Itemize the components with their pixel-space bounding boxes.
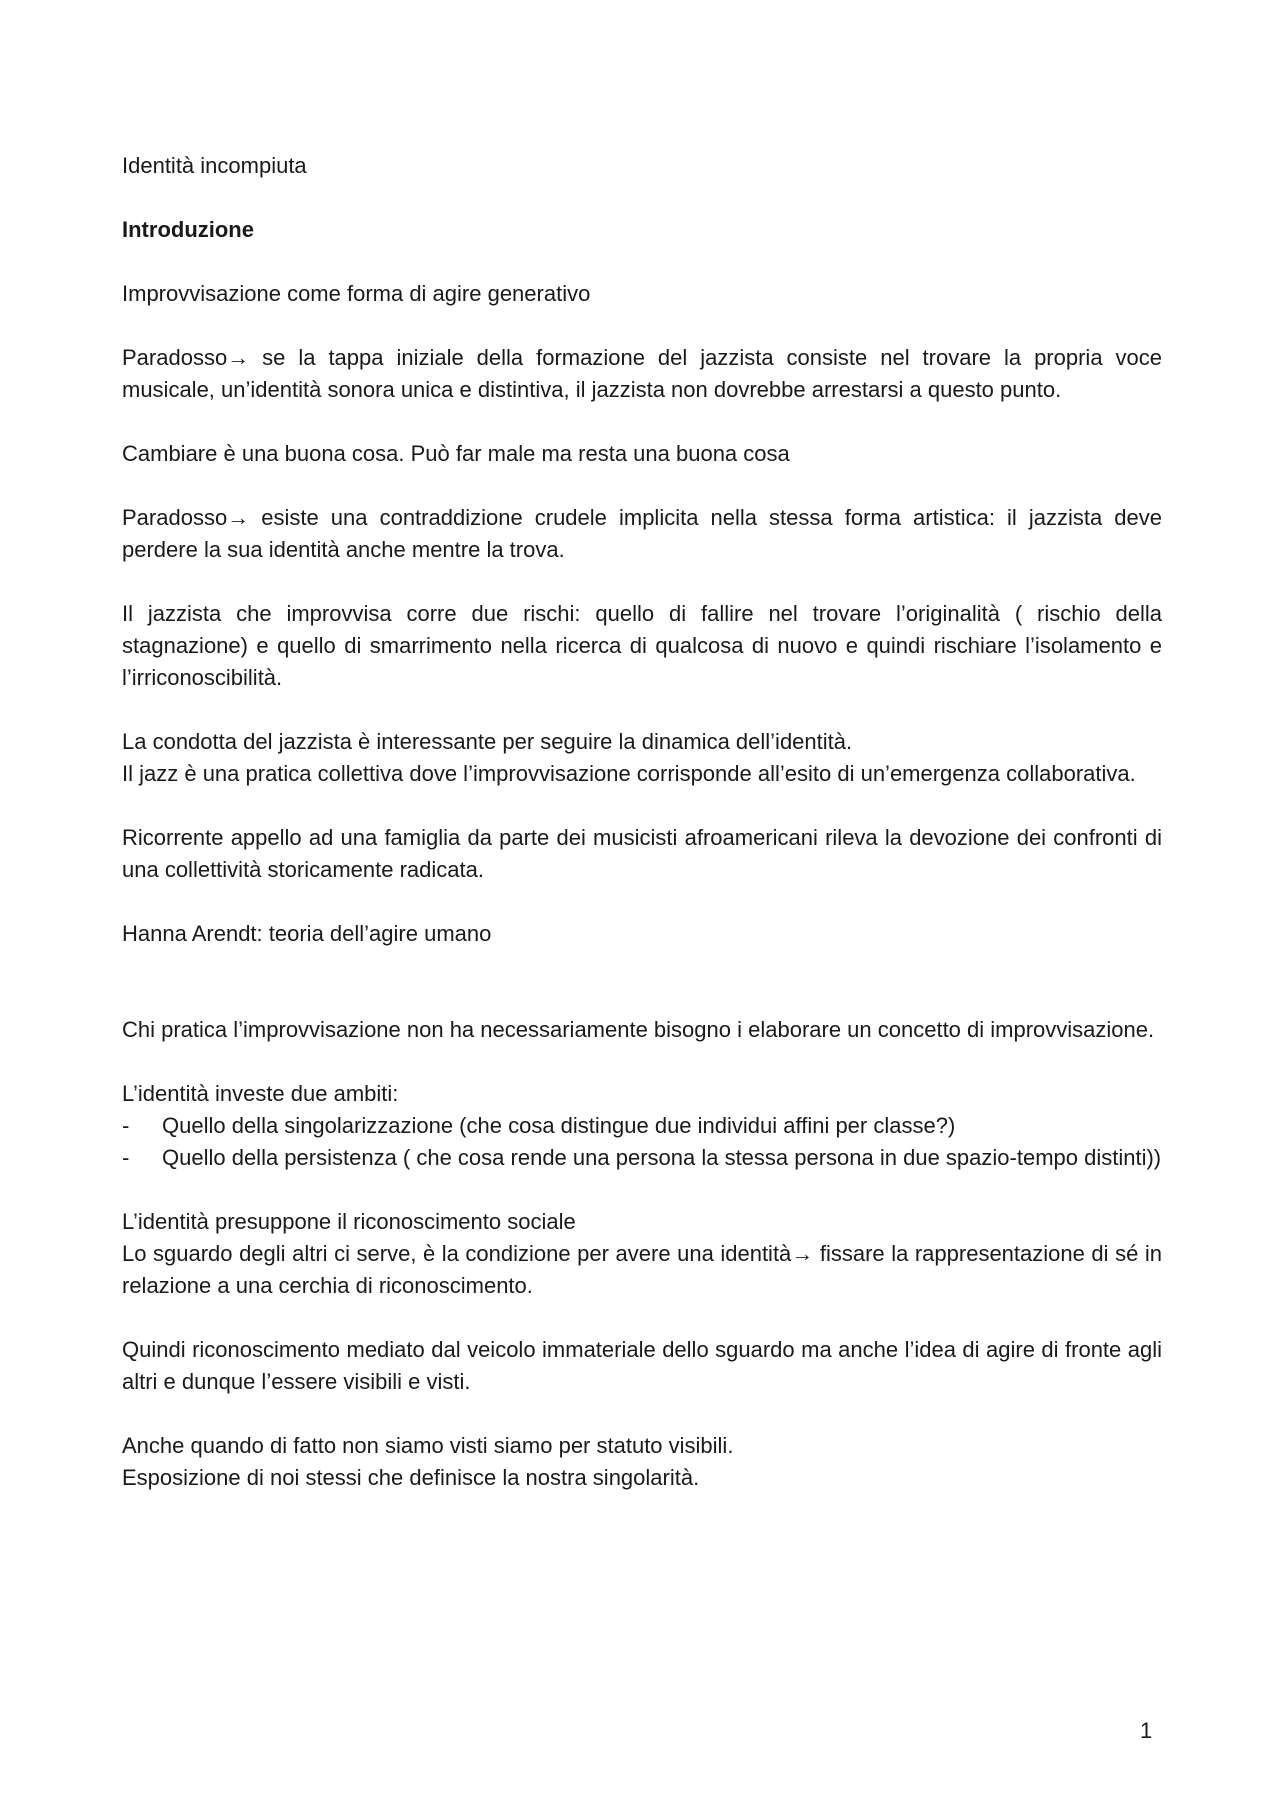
paragraph-condotta: La condotta del jazzista è interessante per seguire la dinamica dell’identità. [122, 729, 853, 754]
paragraph-sguardo [122, 1238, 1162, 1302]
paragraph-visibili: Anche quando di fatto non siamo visti siamo per statuto visibili. [122, 1433, 734, 1458]
dash-bullet: - [122, 1113, 130, 1138]
paragraph-arendt: Hanna Arendt: teoria dell’agire umano [122, 921, 492, 946]
paragraph-riconoscimento: L’identità presuppone il riconoscimento sociale [122, 1209, 576, 1234]
document-body [122, 150, 1162, 1526]
paragraph-chi-pratica: Chi pratica l’improvvisazione non ha necessariamente bisogno i elaborare un concetto di improvvisazione. [122, 1017, 1155, 1042]
paragraph-improvvisazione: Improvvisazione come forma di agire generativo [122, 281, 591, 306]
ambiti-list [122, 1110, 1162, 1174]
arrow-icon: → [791, 1241, 814, 1266]
blank-line [122, 982, 1162, 1014]
list-item-text: Quello della persistenza ( che cosa rende una persona la stessa persona in due spazio-tempo distinti)) [162, 1145, 1162, 1170]
paragraph-paradosso-2 [122, 502, 1162, 566]
paragraph-rischi: Il jazzista che improvvisa corre due rischi: quello di fallire nel trovare l’originalità ( rischio della stagnazione) e quello di smarrimento nella ricerca di qualcosa di nuovo e quindi rischiare l’isolamento e l’irriconoscibilità. [122, 601, 1162, 690]
paragraph-cambiare: Cambiare è una buona cosa. Può far male ma resta una buona cosa [122, 441, 790, 466]
paragraph-famiglia: Ricorrente appello ad una famiglia da parte dei musicisti afroamericani rileva la devozione dei confronti di una collettività storicamente radicata. [122, 825, 1162, 882]
paradosso-label: Paradosso→ [122, 345, 250, 370]
list-item [122, 1142, 1162, 1174]
paradosso-text: se la tappa iniziale della formazione del jazzista consiste nel trovare la propria voce musicale, un’identità sonora unica e distintiva, il jazzista non dovrebbe arrestarsi a questo punto. [122, 345, 1162, 402]
blank-line [122, 950, 1162, 982]
sguardo-rest: fissare la rappresentazione di sé in relazione a una cerchia di riconoscimento. [122, 1241, 1162, 1298]
section-heading: Introduzione [122, 217, 254, 242]
paragraph-paradosso-1 [122, 342, 1162, 406]
document-title: Identità incompiuta [122, 153, 307, 178]
list-item [122, 1110, 1162, 1142]
paradosso-label: Paradosso→ [122, 505, 250, 530]
paragraph-esposizione: Esposizione di noi stessi che definisce la nostra singolarità. [122, 1465, 700, 1490]
paragraph-quindi: Quindi riconoscimento mediato dal veicolo immateriale dello sguardo ma anche l’idea di agire di fronte agli altri e dunque l’essere visibili e visti. [122, 1337, 1162, 1394]
dash-bullet: - [122, 1145, 130, 1170]
page-number: 1 [1140, 1718, 1153, 1743]
sguardo-text: Lo sguardo degli altri ci serve, è la condizione per avere una identità [122, 1241, 792, 1266]
list-item-text: Quello della singolarizzazione (che cosa distingue due individui affini per classe?) [162, 1113, 956, 1138]
paradosso-text: esiste una contraddizione crudele implicita nella stessa forma artistica: il jazzista deve perdere la sua identità anche mentre la trova. [122, 505, 1162, 562]
paragraph-identita-ambiti: L’identità investe due ambiti: [122, 1081, 399, 1106]
paragraph-jazz-collettivo: Il jazz è una pratica collettiva dove l’improvvisazione corrisponde all’esito di un’emergenza collaborativa. [122, 761, 1136, 786]
